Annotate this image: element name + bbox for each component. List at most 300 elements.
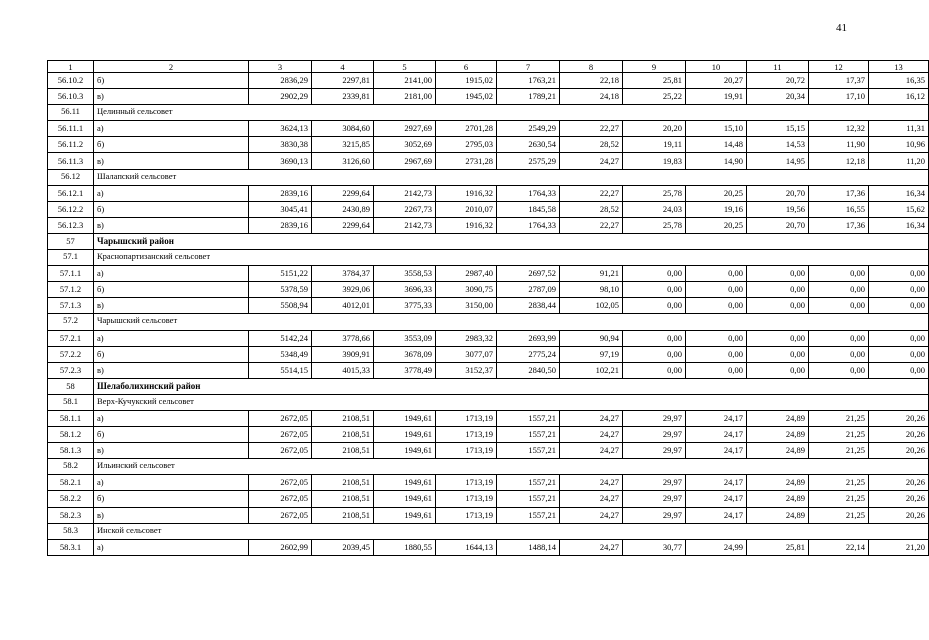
value-cell: 2108,51 <box>312 491 374 507</box>
table-row <box>48 346 929 362</box>
value-cell: 25,81 <box>623 73 686 89</box>
value-cell: 1945,02 <box>436 89 497 105</box>
value-cell: 20,70 <box>747 217 809 233</box>
value-cell: 0,00 <box>869 330 929 346</box>
value-cell: 5508,94 <box>249 298 312 314</box>
value-cell: 0,00 <box>869 266 929 282</box>
row-label: а) <box>94 475 249 491</box>
value-cell: 24,99 <box>686 539 747 555</box>
row-code: 58.2 <box>48 459 94 475</box>
value-cell: 2701,28 <box>436 121 497 137</box>
table-row <box>48 539 929 555</box>
row-code: 58.2.1 <box>48 475 94 491</box>
value-cell: 1949,61 <box>374 475 436 491</box>
value-cell: 24,27 <box>560 410 623 426</box>
value-cell: 0,00 <box>747 362 809 378</box>
value-cell: 0,00 <box>623 282 686 298</box>
value-cell: 2839,16 <box>249 185 312 201</box>
value-cell: 1713,19 <box>436 507 497 523</box>
value-cell: 3553,09 <box>374 330 436 346</box>
row-code: 58.2.3 <box>48 507 94 523</box>
table-row <box>48 410 929 426</box>
value-cell: 19,11 <box>623 137 686 153</box>
value-cell: 29,97 <box>623 410 686 426</box>
table-row <box>48 73 929 89</box>
value-cell: 10,96 <box>869 137 929 153</box>
row-code: 57.1.3 <box>48 298 94 314</box>
value-cell: 17,36 <box>809 217 869 233</box>
table-row <box>48 475 929 491</box>
value-cell: 3077,07 <box>436 346 497 362</box>
row-code: 58.1 <box>48 394 94 410</box>
value-cell: 1488,14 <box>497 539 560 555</box>
value-cell: 22,27 <box>560 121 623 137</box>
value-cell: 4015,33 <box>312 362 374 378</box>
value-cell: 20,26 <box>869 443 929 459</box>
value-cell: 24,89 <box>747 475 809 491</box>
column-number: 12 <box>809 61 869 73</box>
value-cell: 25,81 <box>747 539 809 555</box>
value-cell: 17,10 <box>809 89 869 105</box>
value-cell: 2299,64 <box>312 217 374 233</box>
region-header-row <box>48 233 929 249</box>
column-number: 1 <box>48 61 94 73</box>
row-code: 58 <box>48 378 94 394</box>
value-cell: 5514,15 <box>249 362 312 378</box>
section-header-row <box>48 314 929 330</box>
row-label: б) <box>94 346 249 362</box>
value-cell: 3830,38 <box>249 137 312 153</box>
value-cell: 0,00 <box>686 282 747 298</box>
value-cell: 0,00 <box>623 346 686 362</box>
row-code: 57.1 <box>48 250 94 266</box>
value-cell: 3045,41 <box>249 201 312 217</box>
row-label: в) <box>94 153 249 169</box>
section-title: Целинный сельсовет <box>94 105 929 121</box>
section-header-row <box>48 105 929 121</box>
value-cell: 0,00 <box>686 330 747 346</box>
value-cell: 24,27 <box>560 443 623 459</box>
table-row <box>48 137 929 153</box>
row-code: 56.12.1 <box>48 185 94 201</box>
value-cell: 2267,73 <box>374 201 436 217</box>
value-cell: 24,89 <box>747 507 809 523</box>
section-title: Шалапский сельсовет <box>94 169 929 185</box>
value-cell: 91,21 <box>560 266 623 282</box>
value-cell: 1949,61 <box>374 507 436 523</box>
table-row <box>48 89 929 105</box>
row-label: в) <box>94 89 249 105</box>
value-cell: 1880,55 <box>374 539 436 555</box>
value-cell: 1557,21 <box>497 427 560 443</box>
value-cell: 1763,21 <box>497 73 560 89</box>
value-cell: 20,27 <box>686 73 747 89</box>
value-cell: 3775,33 <box>374 298 436 314</box>
value-cell: 2299,64 <box>312 185 374 201</box>
value-cell: 97,19 <box>560 346 623 362</box>
value-cell: 22,14 <box>809 539 869 555</box>
value-cell: 1916,32 <box>436 217 497 233</box>
value-cell: 2697,52 <box>497 266 560 282</box>
value-cell: 0,00 <box>869 346 929 362</box>
value-cell: 19,16 <box>686 201 747 217</box>
value-cell: 2787,09 <box>497 282 560 298</box>
table-row <box>48 491 929 507</box>
value-cell: 2836,29 <box>249 73 312 89</box>
value-cell: 21,25 <box>809 507 869 523</box>
column-number: 11 <box>747 61 809 73</box>
value-cell: 0,00 <box>869 282 929 298</box>
value-cell: 11,90 <box>809 137 869 153</box>
value-cell: 1557,21 <box>497 443 560 459</box>
region-title: Чарышский район <box>94 233 929 249</box>
value-cell: 17,36 <box>809 185 869 201</box>
value-cell: 3558,53 <box>374 266 436 282</box>
value-cell: 29,97 <box>623 491 686 507</box>
table-row <box>48 266 929 282</box>
value-cell: 1764,33 <box>497 185 560 201</box>
row-code: 56.11 <box>48 105 94 121</box>
column-number: 6 <box>436 61 497 73</box>
table-row <box>48 443 929 459</box>
value-cell: 14,53 <box>747 137 809 153</box>
value-cell: 3084,60 <box>312 121 374 137</box>
value-cell: 2630,54 <box>497 137 560 153</box>
row-code: 56.11.1 <box>48 121 94 137</box>
value-cell: 20,70 <box>747 185 809 201</box>
value-cell: 2142,73 <box>374 185 436 201</box>
column-number: 4 <box>312 61 374 73</box>
value-cell: 0,00 <box>809 330 869 346</box>
value-cell: 2430,89 <box>312 201 374 217</box>
row-code: 58.3 <box>48 523 94 539</box>
value-cell: 2672,05 <box>249 427 312 443</box>
row-label: в) <box>94 298 249 314</box>
value-cell: 1845,58 <box>497 201 560 217</box>
value-cell: 3090,75 <box>436 282 497 298</box>
section-title: Краснопартизанский сельсовет <box>94 250 929 266</box>
value-cell: 24,17 <box>686 443 747 459</box>
table-row <box>48 298 929 314</box>
value-cell: 0,00 <box>747 266 809 282</box>
value-cell: 24,17 <box>686 475 747 491</box>
section-header-row <box>48 459 929 475</box>
value-cell: 2108,51 <box>312 475 374 491</box>
value-cell: 16,34 <box>869 217 929 233</box>
table-row <box>48 507 929 523</box>
value-cell: 20,26 <box>869 507 929 523</box>
value-cell: 0,00 <box>623 362 686 378</box>
value-cell: 24,17 <box>686 410 747 426</box>
value-cell: 0,00 <box>809 346 869 362</box>
value-cell: 0,00 <box>747 330 809 346</box>
value-cell: 24,27 <box>560 427 623 443</box>
value-cell: 2672,05 <box>249 507 312 523</box>
value-cell: 3778,66 <box>312 330 374 346</box>
column-number: 9 <box>623 61 686 73</box>
value-cell: 25,78 <box>623 217 686 233</box>
value-cell: 2795,03 <box>436 137 497 153</box>
row-label: б) <box>94 137 249 153</box>
value-cell: 0,00 <box>747 346 809 362</box>
value-cell: 16,55 <box>809 201 869 217</box>
value-cell: 20,34 <box>747 89 809 105</box>
column-number: 10 <box>686 61 747 73</box>
section-title: Ильинский сельсовет <box>94 459 929 475</box>
value-cell: 2339,81 <box>312 89 374 105</box>
value-cell: 2967,69 <box>374 153 436 169</box>
value-cell: 2108,51 <box>312 410 374 426</box>
row-code: 56.11.3 <box>48 153 94 169</box>
value-cell: 25,78 <box>623 185 686 201</box>
value-cell: 1764,33 <box>497 217 560 233</box>
value-cell: 3678,09 <box>374 346 436 362</box>
value-cell: 29,97 <box>623 475 686 491</box>
row-code: 57.1.1 <box>48 266 94 282</box>
value-cell: 5348,49 <box>249 346 312 362</box>
value-cell: 2141,00 <box>374 73 436 89</box>
row-label: б) <box>94 201 249 217</box>
value-cell: 0,00 <box>623 266 686 282</box>
value-cell: 2181,00 <box>374 89 436 105</box>
value-cell: 15,10 <box>686 121 747 137</box>
section-title: Верх-Кучукский сельсовет <box>94 394 929 410</box>
value-cell: 24,27 <box>560 507 623 523</box>
value-cell: 2549,29 <box>497 121 560 137</box>
table-row <box>48 201 929 217</box>
value-cell: 2010,07 <box>436 201 497 217</box>
value-cell: 0,00 <box>809 362 869 378</box>
column-number: 7 <box>497 61 560 73</box>
value-cell: 2672,05 <box>249 491 312 507</box>
value-cell: 14,48 <box>686 137 747 153</box>
value-cell: 12,32 <box>809 121 869 137</box>
value-cell: 2039,45 <box>312 539 374 555</box>
row-code: 56.10.2 <box>48 73 94 89</box>
row-code: 56.12.2 <box>48 201 94 217</box>
column-number: 2 <box>94 61 249 73</box>
value-cell: 0,00 <box>809 282 869 298</box>
value-cell: 2297,81 <box>312 73 374 89</box>
value-cell: 2839,16 <box>249 217 312 233</box>
row-code: 56.11.2 <box>48 137 94 153</box>
value-cell: 24,03 <box>623 201 686 217</box>
value-cell: 2983,32 <box>436 330 497 346</box>
row-code: 57.2.1 <box>48 330 94 346</box>
value-cell: 2987,40 <box>436 266 497 282</box>
value-cell: 2672,05 <box>249 443 312 459</box>
value-cell: 20,25 <box>686 185 747 201</box>
value-cell: 20,26 <box>869 491 929 507</box>
value-cell: 24,27 <box>560 153 623 169</box>
value-cell: 3052,69 <box>374 137 436 153</box>
value-cell: 5151,22 <box>249 266 312 282</box>
value-cell: 1949,61 <box>374 410 436 426</box>
table-body <box>48 61 929 556</box>
table-row <box>48 153 929 169</box>
value-cell: 0,00 <box>686 346 747 362</box>
value-cell: 20,26 <box>869 475 929 491</box>
value-cell: 24,89 <box>747 410 809 426</box>
row-code: 56.10.3 <box>48 89 94 105</box>
value-cell: 2902,29 <box>249 89 312 105</box>
value-cell: 20,72 <box>747 73 809 89</box>
value-cell: 2693,99 <box>497 330 560 346</box>
value-cell: 2672,05 <box>249 475 312 491</box>
value-cell: 2575,29 <box>497 153 560 169</box>
row-label: а) <box>94 410 249 426</box>
value-cell: 1789,21 <box>497 89 560 105</box>
value-cell: 12,18 <box>809 153 869 169</box>
value-cell: 1713,19 <box>436 475 497 491</box>
value-cell: 28,52 <box>560 137 623 153</box>
row-code: 57.1.2 <box>48 282 94 298</box>
value-cell: 19,83 <box>623 153 686 169</box>
value-cell: 2108,51 <box>312 427 374 443</box>
row-label: а) <box>94 185 249 201</box>
row-code: 57 <box>48 233 94 249</box>
value-cell: 2927,69 <box>374 121 436 137</box>
row-label: в) <box>94 507 249 523</box>
row-label: в) <box>94 443 249 459</box>
column-number: 3 <box>249 61 312 73</box>
table-row <box>48 185 929 201</box>
value-cell: 15,62 <box>869 201 929 217</box>
value-cell: 3126,60 <box>312 153 374 169</box>
row-code: 58.1.2 <box>48 427 94 443</box>
value-cell: 22,27 <box>560 217 623 233</box>
tariff-table <box>47 60 929 556</box>
value-cell: 24,27 <box>560 475 623 491</box>
value-cell: 16,34 <box>869 185 929 201</box>
value-cell: 2602,99 <box>249 539 312 555</box>
value-cell: 28,52 <box>560 201 623 217</box>
value-cell: 0,00 <box>623 330 686 346</box>
value-cell: 1949,61 <box>374 491 436 507</box>
value-cell: 3778,49 <box>374 362 436 378</box>
value-cell: 20,26 <box>869 410 929 426</box>
value-cell: 16,12 <box>869 89 929 105</box>
value-cell: 2775,24 <box>497 346 560 362</box>
value-cell: 5378,59 <box>249 282 312 298</box>
value-cell: 2731,28 <box>436 153 497 169</box>
value-cell: 21,25 <box>809 427 869 443</box>
region-header-row <box>48 378 929 394</box>
value-cell: 0,00 <box>809 298 869 314</box>
value-cell: 0,00 <box>686 266 747 282</box>
value-cell: 90,94 <box>560 330 623 346</box>
value-cell: 21,25 <box>809 443 869 459</box>
value-cell: 22,18 <box>560 73 623 89</box>
value-cell: 21,25 <box>809 491 869 507</box>
value-cell: 102,05 <box>560 298 623 314</box>
row-label: б) <box>94 491 249 507</box>
value-cell: 21,25 <box>809 475 869 491</box>
value-cell: 1949,61 <box>374 443 436 459</box>
column-number: 5 <box>374 61 436 73</box>
value-cell: 30,77 <box>623 539 686 555</box>
value-cell: 1557,21 <box>497 507 560 523</box>
section-title: Чарышский сельсовет <box>94 314 929 330</box>
value-cell: 0,00 <box>747 282 809 298</box>
column-number: 13 <box>869 61 929 73</box>
value-cell: 19,56 <box>747 201 809 217</box>
value-cell: 0,00 <box>809 266 869 282</box>
value-cell: 1713,19 <box>436 427 497 443</box>
region-title: Шелаболихинский район <box>94 378 929 394</box>
value-cell: 1557,21 <box>497 410 560 426</box>
table-row <box>48 217 929 233</box>
value-cell: 24,27 <box>560 539 623 555</box>
value-cell: 29,97 <box>623 507 686 523</box>
section-header-row <box>48 250 929 266</box>
row-code: 58.2.2 <box>48 491 94 507</box>
value-cell: 0,00 <box>869 298 929 314</box>
value-cell: 1713,19 <box>436 491 497 507</box>
value-cell: 15,15 <box>747 121 809 137</box>
row-label: в) <box>94 217 249 233</box>
value-cell: 1713,19 <box>436 410 497 426</box>
value-cell: 21,20 <box>869 539 929 555</box>
value-cell: 24,27 <box>560 491 623 507</box>
value-cell: 14,95 <box>747 153 809 169</box>
value-cell: 0,00 <box>869 362 929 378</box>
value-cell: 1915,02 <box>436 73 497 89</box>
value-cell: 24,89 <box>747 491 809 507</box>
column-number: 8 <box>560 61 623 73</box>
value-cell: 3909,91 <box>312 346 374 362</box>
table-row <box>48 362 929 378</box>
table-row <box>48 427 929 443</box>
value-cell: 2108,51 <box>312 507 374 523</box>
value-cell: 3690,13 <box>249 153 312 169</box>
value-cell: 29,97 <box>623 427 686 443</box>
row-label: а) <box>94 121 249 137</box>
value-cell: 0,00 <box>686 362 747 378</box>
row-label: б) <box>94 282 249 298</box>
value-cell: 0,00 <box>747 298 809 314</box>
row-code: 57.2 <box>48 314 94 330</box>
column-number-row <box>48 61 929 73</box>
value-cell: 16,35 <box>869 73 929 89</box>
value-cell: 1557,21 <box>497 491 560 507</box>
row-label: а) <box>94 539 249 555</box>
section-title: Инской сельсовет <box>94 523 929 539</box>
value-cell: 1644,13 <box>436 539 497 555</box>
value-cell: 2108,51 <box>312 443 374 459</box>
row-code: 57.2.2 <box>48 346 94 362</box>
row-label: в) <box>94 362 249 378</box>
row-code: 58.3.1 <box>48 539 94 555</box>
value-cell: 24,89 <box>747 443 809 459</box>
value-cell: 4012,01 <box>312 298 374 314</box>
row-code: 56.12 <box>48 169 94 185</box>
value-cell: 22,27 <box>560 185 623 201</box>
value-cell: 29,97 <box>623 443 686 459</box>
value-cell: 5142,24 <box>249 330 312 346</box>
table-row <box>48 282 929 298</box>
value-cell: 25,22 <box>623 89 686 105</box>
value-cell: 20,26 <box>869 427 929 443</box>
value-cell: 3696,33 <box>374 282 436 298</box>
table-row <box>48 121 929 137</box>
value-cell: 3929,06 <box>312 282 374 298</box>
value-cell: 98,10 <box>560 282 623 298</box>
table-row <box>48 330 929 346</box>
value-cell: 24,17 <box>686 491 747 507</box>
row-label: б) <box>94 73 249 89</box>
value-cell: 20,20 <box>623 121 686 137</box>
